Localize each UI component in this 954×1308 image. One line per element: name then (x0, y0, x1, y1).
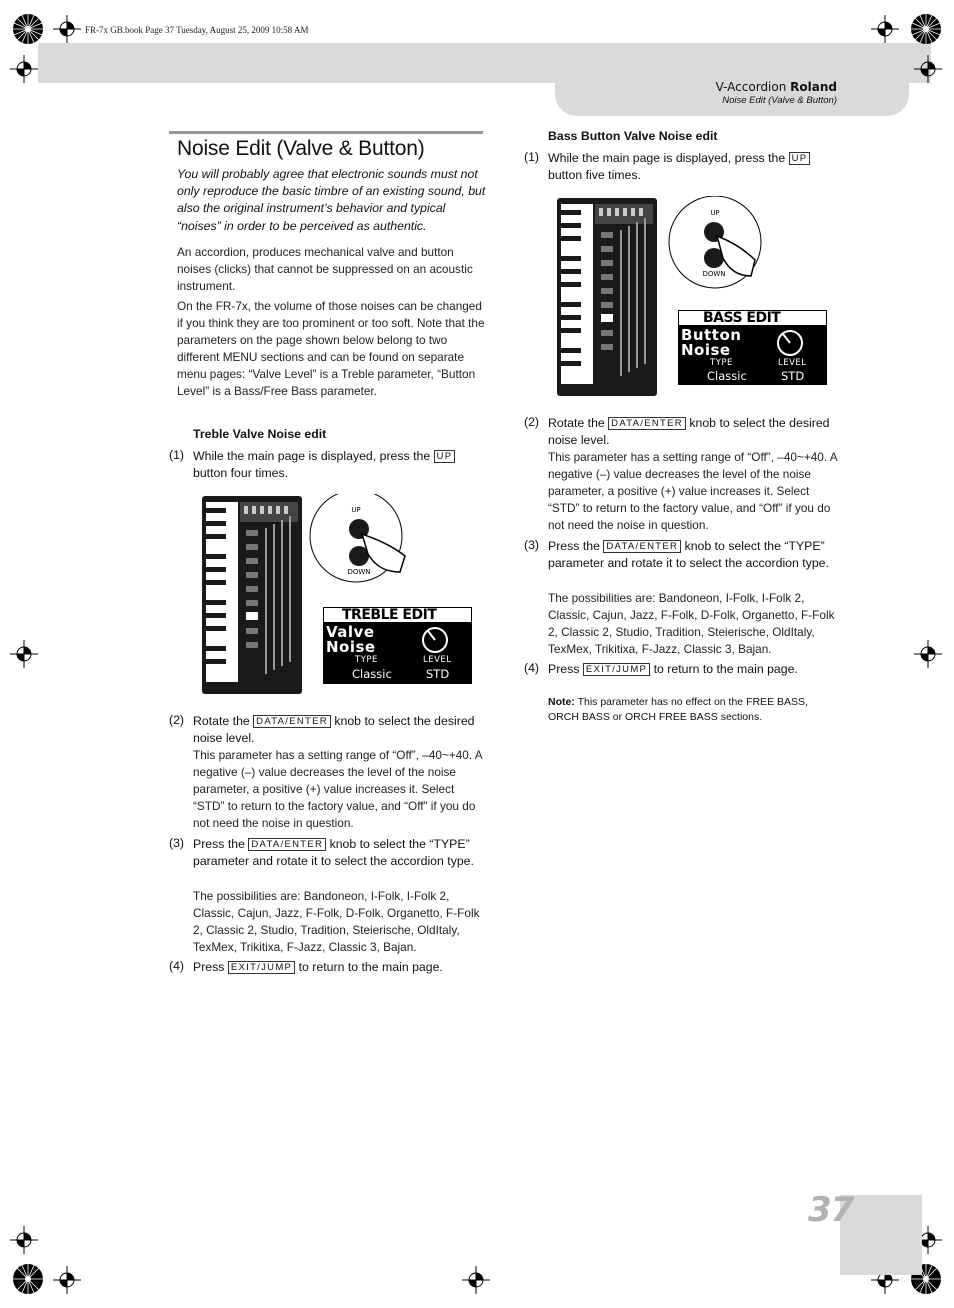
step-text-post: button four times. (193, 466, 289, 481)
crosshair-mark-icon (10, 1226, 38, 1254)
step-detail: The possibilities are: Bandoneon, I-Folk, I-Folk 2, Classic, Cajun, Jazz, F-Folk, D-Folk, Organetto, F-Folk 2, Classic 2, Studio, Tradition, Steierische, OldItaly, TexMex, Trikitixa, F-Jazz, Classic 3, Bajan. (193, 889, 480, 955)
body-paragraph: On the FR-7x, the volume of those noises can be changed if you think they are too prominent or too soft. Note that the parameters on the page shown below belong to two different MENU sections and can be found on separate menu pages: “Valve Level” is a Treble parameter, “Button Level” is a Bass/Free Bass parameter. (177, 299, 485, 399)
lcd-type-label: TYPE (355, 655, 378, 665)
step-text-post: to return to the main page. (298, 960, 443, 974)
step-text-post: knob to select the “TYPE” parameter and rotate it to select the accordion type. (193, 837, 474, 869)
step-number: (3) (524, 538, 540, 552)
crosshair-mark-icon (462, 1266, 490, 1294)
registration-rosette-icon (12, 1263, 44, 1295)
crosshair-mark-icon (10, 55, 38, 83)
brand-name: Roland (790, 80, 837, 94)
up-button-label: UP (710, 209, 720, 217)
crosshair-mark-icon (53, 1266, 81, 1294)
treble-lcd-display (323, 607, 472, 684)
step-number: (2) (169, 713, 185, 727)
step-number: (2) (524, 415, 540, 429)
step-text (548, 150, 843, 184)
lcd-header: TREBLE EDIT (323, 607, 472, 623)
book-info-line: FR-7x GB.book Page 37 Tuesday, August 25, 2009 10:58 AM (85, 25, 309, 35)
exit-jump-key-label: EXIT/JUMP (228, 961, 295, 974)
crosshair-mark-icon (914, 55, 942, 83)
lcd-line1: Valve (326, 623, 375, 641)
crosshair-mark-icon (871, 15, 899, 43)
up-button-label: UP (351, 506, 361, 514)
registration-rosette-icon (12, 13, 44, 45)
up-key-label: UP (434, 450, 456, 463)
knob-icon (418, 624, 452, 654)
step-number: (4) (524, 661, 540, 675)
registration-rosette-icon (910, 13, 942, 45)
step-number: (1) (169, 448, 185, 462)
bass-heading: Bass Button Valve Noise edit (548, 129, 718, 143)
step-text-pre: Press the (548, 539, 600, 553)
exit-jump-key-label: EXIT/JUMP (583, 663, 650, 676)
data-enter-key-label: DATA/ENTER (248, 838, 326, 851)
crosshair-mark-icon (10, 640, 38, 668)
step-text-post: knob to select the “TYPE” parameter and rotate it to select the accordion type. (548, 539, 829, 571)
data-enter-key-label: DATA/ENTER (608, 417, 686, 430)
note (548, 695, 828, 725)
step-text-post: knob to select the desired noise level. (193, 714, 475, 746)
data-enter-key-label: DATA/ENTER (253, 715, 331, 728)
lcd-level-label: LEVEL (778, 358, 807, 368)
step-text (548, 415, 843, 449)
note-label: Note: (548, 696, 575, 708)
step-text-pre: While the main page is displayed, press the (193, 449, 431, 463)
step-text (548, 661, 843, 678)
lcd-line2: Noise (326, 638, 376, 656)
step-text-pre: Rotate the (548, 416, 605, 430)
step-detail: The possibilities are: Bandoneon, I-Folk, I-Folk 2, Classic, Cajun, Jazz, F-Folk, D-Folk, Organetto, F-Folk 2, Classic 2, Studio, Tradition, Steierische, OldItaly, TexMex, Trikitixa, F-Jazz, Classic 3, Bajan. (548, 591, 835, 657)
step-text-pre: Press (548, 662, 580, 676)
product-prefix: V-Accordion (715, 80, 787, 94)
down-button-label: DOWN (347, 568, 371, 576)
bass-lcd-display (678, 310, 827, 385)
step-detail: This parameter has a setting range of “Off”, –40~+40. A negative (–) value decreases the level of the noise parameter, a positive (+) value increases it. Select “STD” to return to the factory value, and “Off” if you do not need the noise in question. (548, 450, 837, 533)
step-detail: This parameter has a setting range of “Off”, –40~+40. A negative (–) value decreases the level of the noise parameter, a positive (+) value increases it. Select “STD” to return to the factory value, and “Off” if you do not need the noise in question. (193, 748, 482, 831)
lcd-type-value: Classic (707, 369, 747, 383)
step-text (548, 538, 843, 572)
down-button-label: DOWN (702, 270, 726, 278)
step-text (193, 959, 488, 976)
header-section-name: Noise Edit (Valve & Button) (722, 95, 837, 106)
body-paragraph: An accordion, produces mechanical valve and button noises (clicks) that cannot be suppressed on an acoustic instrument. (177, 245, 473, 294)
lcd-type-label: TYPE (710, 358, 733, 368)
up-key-label: UP (789, 152, 811, 165)
lcd-header: BASS EDIT (678, 310, 827, 326)
lcd-level-value: STD (781, 369, 805, 383)
header-product (716, 80, 837, 94)
knob-icon (773, 327, 807, 357)
step-text-post: knob to select the desired noise level. (548, 416, 830, 448)
step-text-post: to return to the main page. (653, 662, 798, 676)
lcd-line2: Noise (681, 341, 731, 359)
intro-text: You will probably agree that electronic sounds must not only reproduce the basic timbre of an existing sound, but also the original instrument’s behavior and typical “noises” in order to be perceived as authentic. (177, 167, 486, 233)
step-text-pre: Press the (193, 837, 245, 851)
step-text-post: button five times. (548, 168, 641, 183)
step-text (193, 448, 488, 482)
crosshair-mark-icon (53, 15, 81, 43)
step-text-pre: Rotate the (193, 714, 250, 728)
lcd-line1: Button (681, 326, 742, 344)
lcd-level-value: STD (426, 667, 450, 681)
note-text: This parameter has no effect on the FREE BASS, ORCH BASS or ORCH FREE BASS sections. (548, 696, 808, 723)
data-enter-key-label: DATA/ENTER (603, 540, 681, 553)
page-title: Noise Edit (Valve & Button) (177, 137, 425, 160)
lcd-type-value: Classic (352, 667, 392, 681)
lcd-level-label: LEVEL (423, 655, 452, 665)
step-number: (4) (169, 959, 185, 973)
step-text-pre: While the main page is displayed, press the (548, 151, 786, 165)
page-number: 37 (808, 1190, 854, 1230)
step-text (193, 836, 488, 870)
step-text-pre: Press (193, 960, 225, 974)
title-rule (169, 131, 483, 134)
treble-heading: Treble Valve Noise edit (193, 427, 327, 441)
step-text (193, 713, 488, 747)
step-number: (3) (169, 836, 185, 850)
crosshair-mark-icon (914, 640, 942, 668)
step-number: (1) (524, 150, 540, 164)
